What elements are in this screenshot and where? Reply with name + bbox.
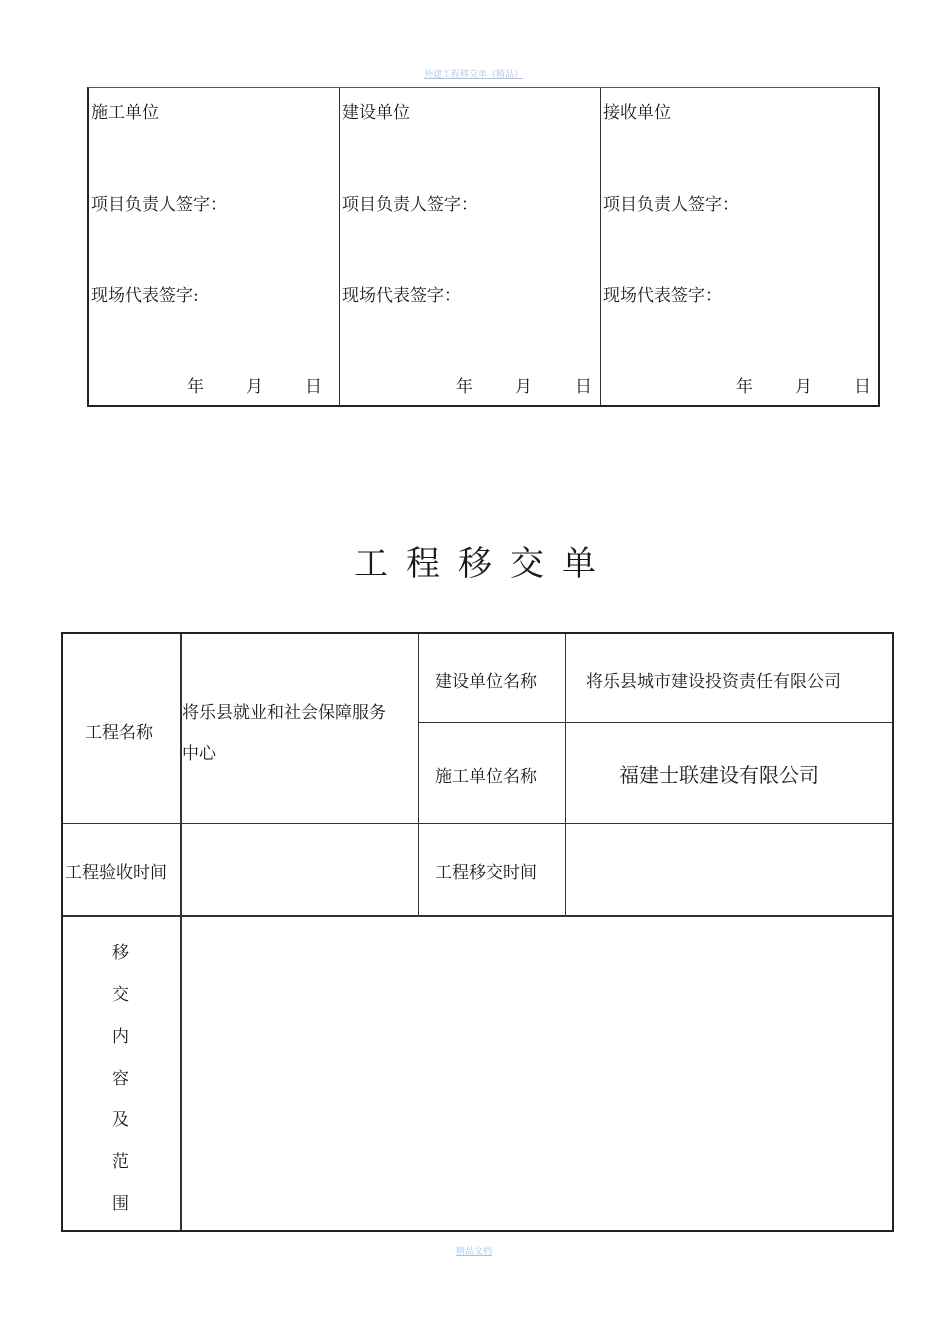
contractor-name-label: 施工单位名称 xyxy=(435,767,537,787)
acceptance-time-label: 工程验收时间 xyxy=(65,863,167,883)
grid-line xyxy=(418,634,419,916)
project-name-value-line2: 中心 xyxy=(182,744,216,764)
signature-table xyxy=(87,87,880,407)
page-title: 工程移交单 xyxy=(354,544,614,584)
date-month-label: 月 xyxy=(515,377,532,397)
manager-signature-label: 项目负责人签字： xyxy=(91,195,227,215)
date-year-label: 年 xyxy=(187,377,204,397)
content-label-char: 内 xyxy=(112,1027,129,1047)
contractor-name-value: 福建士联建设有限公司 xyxy=(619,763,819,787)
grid-line xyxy=(63,915,892,917)
content-label-char: 及 xyxy=(112,1110,129,1130)
content-label-char: 范 xyxy=(112,1152,129,1172)
manager-signature-label: 项目负责人签字： xyxy=(342,195,478,215)
unit-label: 施工单位 xyxy=(91,103,159,123)
representative-signature-label: 现场代表签字: xyxy=(91,286,199,306)
owner-name-label: 建设单位名称 xyxy=(435,672,537,692)
date-year-label: 年 xyxy=(736,377,753,397)
representative-signature-label: 现场代表签字： xyxy=(342,286,461,306)
date-year-label: 年 xyxy=(456,377,473,397)
unit-label: 建设单位 xyxy=(342,103,410,123)
content-label-char: 交 xyxy=(112,985,129,1005)
manager-signature-label: 项目负责人签字： xyxy=(603,195,739,215)
date-month-label: 月 xyxy=(246,377,263,397)
transfer-time-label: 工程移交时间 xyxy=(435,863,537,883)
date-day-label: 日 xyxy=(854,377,871,397)
unit-label: 接收单位 xyxy=(603,103,671,123)
owner-name-value: 将乐县城市建设投资责任有限公司 xyxy=(586,672,841,692)
date-month-label: 月 xyxy=(795,377,812,397)
signature-column-construction xyxy=(89,88,339,405)
representative-signature-label: 现场代表签字： xyxy=(603,286,722,306)
project-name-label: 工程名称 xyxy=(85,723,153,743)
transfer-table xyxy=(61,632,894,1232)
header-link[interactable]: 外建工程移交单（精品） xyxy=(424,70,524,80)
grid-line xyxy=(180,634,182,1230)
grid-line xyxy=(418,722,894,723)
grid-line xyxy=(565,634,566,916)
signature-column-receiver xyxy=(600,88,880,405)
content-label-char: 移 xyxy=(112,943,129,963)
signature-column-owner xyxy=(339,88,600,405)
content-label-char: 围 xyxy=(112,1194,129,1214)
date-day-label: 日 xyxy=(575,377,592,397)
footer-link[interactable]: 精品文档 xyxy=(456,1247,493,1257)
content-label-char: 容 xyxy=(112,1069,129,1089)
grid-line xyxy=(63,823,892,824)
project-name-value-line1: 将乐县就业和社会保障服务 xyxy=(182,703,386,723)
date-day-label: 日 xyxy=(305,377,322,397)
